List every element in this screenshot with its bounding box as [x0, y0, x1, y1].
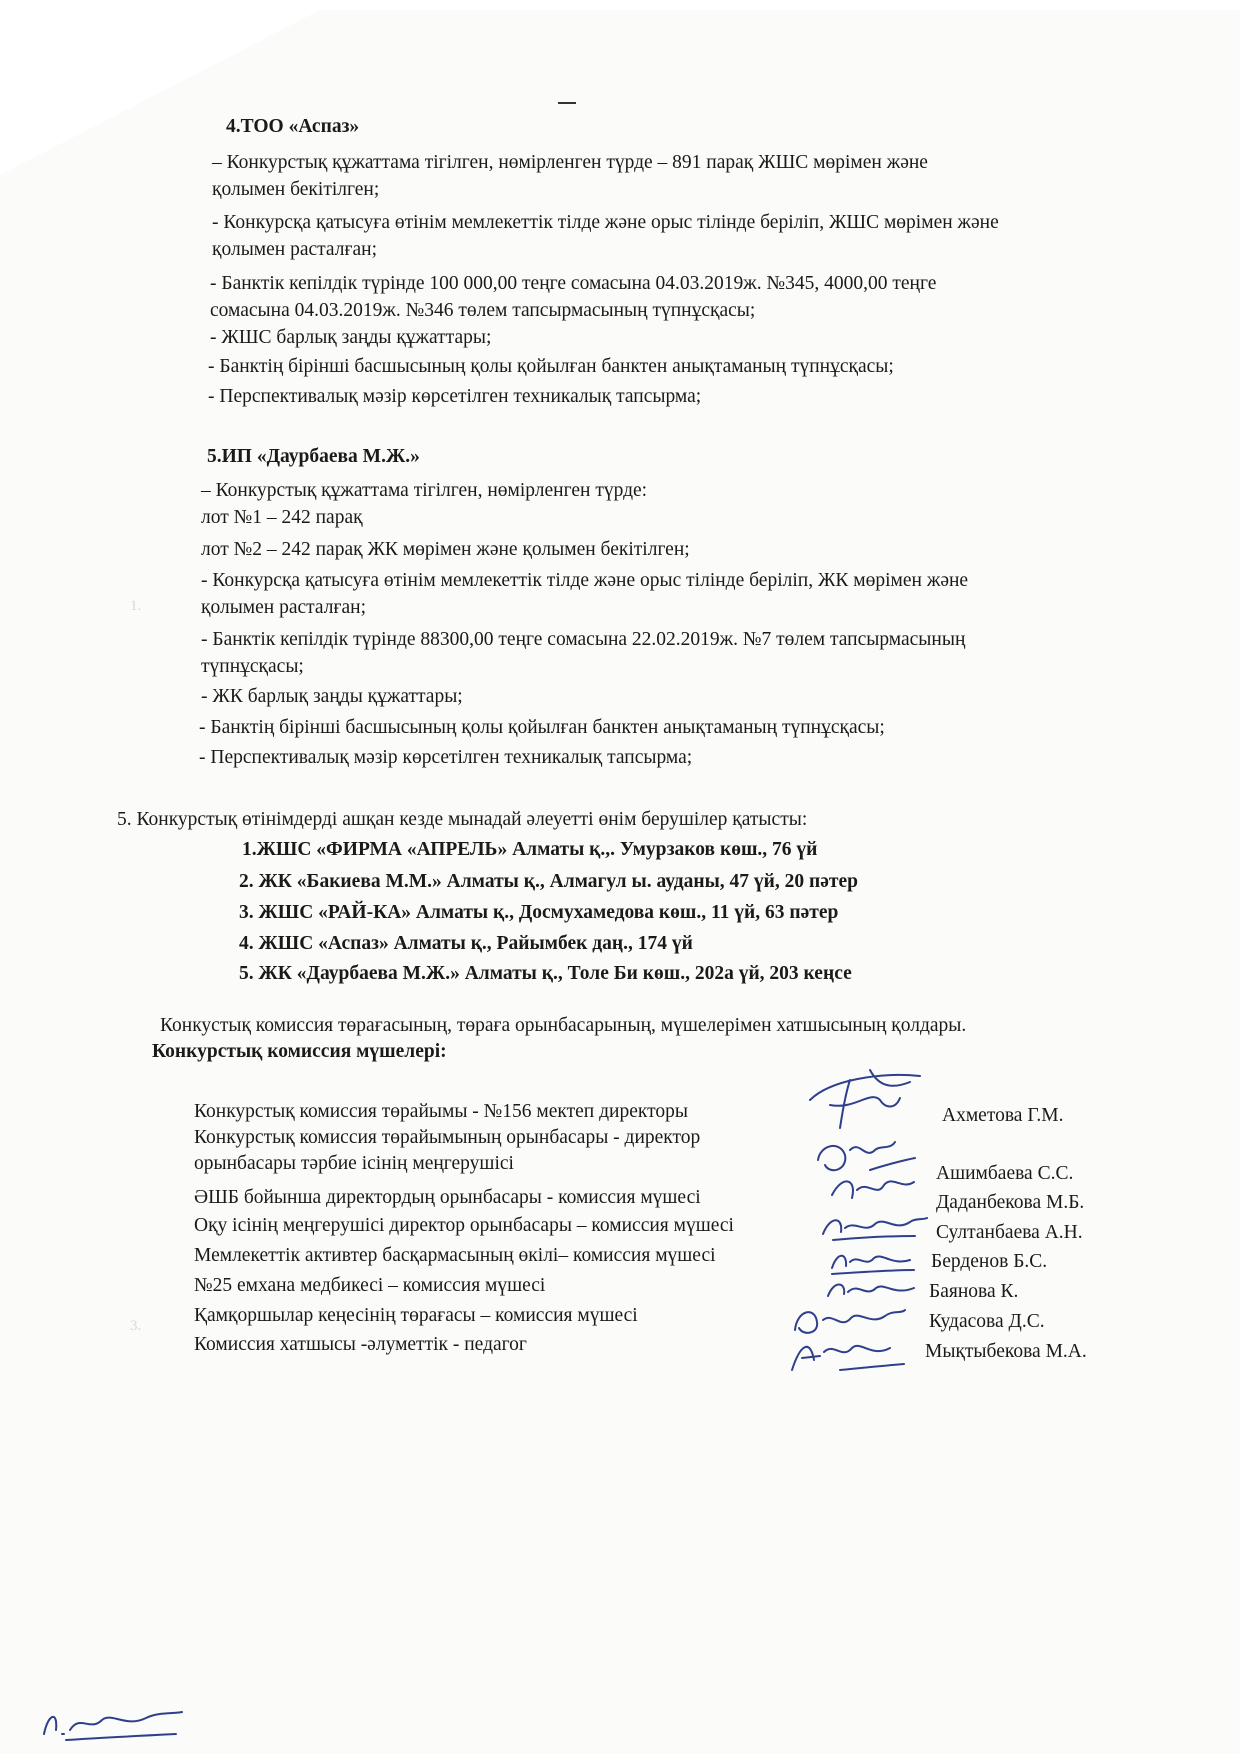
section-5-line: лот №2 – 242 парақ ЖК мөрімен және қолымен бекітілген; — [201, 539, 690, 560]
initials-footer — [36, 1704, 186, 1744]
member-name: Даданбекова М.Б. — [936, 1192, 1085, 1213]
section-4-line: - ЖШС барлық заңды құжаттары; — [210, 327, 492, 348]
member-name: Мықтыбекова М.А. — [925, 1341, 1087, 1362]
section-5-line: - Банктік кепілдік түрінде 88300,00 теңге сомасына 22.02.2019ж. №7 төлем тапсырмасының — [201, 629, 966, 650]
participant-item: 2. ЖК «Бакиева М.М.» Алматы қ., Алмагул ы. ауданы, 47 үй, 20 пәтер — [239, 871, 859, 892]
section-5-line: – Конкурстық құжаттама тігілген, нөмірленген түрде: — [201, 480, 648, 501]
participant-item: 1.ЖШС «ФИРМА «АПРЕЛЬ» Алматы қ.,. Умурзаков көш., 76 үй — [242, 839, 818, 860]
section-4-line: - Банктің бірінші басшысының қолы қойылған банктен анықтаманың түпнұсқасы; — [208, 356, 894, 377]
signature-member — [815, 1206, 930, 1246]
section-5-line: - Перспективалық мәзір көрсетілген техникалық тапсырма; — [199, 747, 693, 768]
member-role: Оқу ісінің меңгерушісі директор орынбасары – комиссия мүшесі — [194, 1215, 734, 1236]
participant-item: 5. ЖК «Даурбаева М.Ж.» Алматы қ., Толе Би көш., 202а үй, 203 кеңсе — [239, 963, 852, 984]
member-role: Конкурстық комиссия төрайымы - №156 мектеп директоры — [194, 1101, 688, 1122]
section-4-line: – Конкурстық құжаттама тігілген, нөмірленген түрде – 891 парақ ЖШС мөрімен және — [212, 152, 928, 173]
member-role: Қамқоршылар кеңесінің төрағасы – комиссия мүшесі — [194, 1305, 638, 1326]
member-name: Баянова К. — [929, 1281, 1019, 1302]
member-name: Берденов Б.С. — [931, 1251, 1048, 1272]
section-4-line: қолымен бекітілген; — [212, 179, 380, 200]
signature-member — [822, 1170, 922, 1210]
section-4-line: - Конкурсқа қатысуға өтінім мемлекеттік тілде және орыс тілінде беріліп, ЖШС мөрімен және — [212, 212, 999, 233]
section-4-line: қолымен расталған; — [212, 239, 377, 260]
member-name: Ахметова Г.М. — [942, 1105, 1064, 1126]
section-4-line: сомасына 04.03.2019ж. №346 төлем тапсырмасының түпнұсқасы; — [210, 300, 756, 321]
participant-item: 3. ЖШС «РАЙ-КА» Алматы қ., Досмухамедова көш., 11 үй, 63 пәтер — [239, 902, 839, 923]
section-5-line: - Конкурсқа қатысуға өтінім мемлекеттік тілде және орыс тілінде беріліп, ЖК мөрімен және — [201, 570, 969, 591]
member-name: Ашимбаева С.С. — [936, 1163, 1074, 1184]
section-5-line: лот №1 – 242 парақ — [201, 507, 363, 528]
section-5-line: қолымен расталған; — [201, 597, 366, 618]
section-4-line: - Перспективалық мәзір көрсетілген техникалық тапсырма; — [208, 386, 702, 407]
signature-chair — [800, 1060, 930, 1132]
member-role: ӘШБ бойынша директордың орынбасары - комиссия мүшесі — [194, 1187, 701, 1208]
members-heading: Конкурстық комиссия мүшелері: — [152, 1041, 447, 1062]
header-dash — [558, 102, 576, 104]
section-4-title: 4.ТОО «Аспаз» — [226, 116, 360, 137]
bleed-through-text: 3. — [130, 1318, 142, 1334]
member-name: Султанбаева А.Н. — [936, 1222, 1083, 1243]
member-name: Кудасова Д.С. — [929, 1311, 1045, 1332]
section-5-line: - ЖК барлық заңды құжаттары; — [201, 686, 463, 707]
member-role: Конкурстық комиссия төрайымының орынбасары - директор — [194, 1127, 701, 1148]
bleed-through-text: 1. — [130, 598, 142, 614]
member-role: Мемлекеттік активтер басқармасының өкілі– комиссия мүшесі — [194, 1245, 716, 1266]
signature-member — [822, 1244, 922, 1278]
section-5-title: 5.ИП «Даурбаева М.Ж.» — [207, 446, 420, 467]
section-5-line: - Банктің бірінші басшысының қолы қойылған банктен анықтаманың түпнұсқасы; — [199, 717, 885, 738]
participant-item: 4. ЖШС «Аспаз» Алматы қ., Райымбек даң., 174 үй — [239, 933, 693, 954]
section-5-line: түпнұсқасы; — [201, 656, 304, 677]
member-role: орынбасары тәрбие ісінің меңгерушісі — [194, 1153, 514, 1174]
item-5-text: 5. Конкурстық өтінімдерді ашқан кезде мынадай әлеуетті өнім берушілер қатысты: — [117, 809, 808, 830]
member-role: №25 емхана медбикесі – комиссия мүшесі — [194, 1275, 546, 1296]
signature-secretary — [780, 1330, 910, 1378]
member-role: Комиссия хатшысы -әлуметтік - педагог — [194, 1334, 527, 1355]
signatures-intro: Конкустық комиссия төрағасының, төраға орынбасарының, мүшелерімен хатшысының қолдары. — [160, 1015, 967, 1036]
section-4-line: - Банктік кепілдік түрінде 100 000,00 теңге сомасына 04.03.2019ж. №345, 4000,00 теңге — [210, 273, 937, 294]
